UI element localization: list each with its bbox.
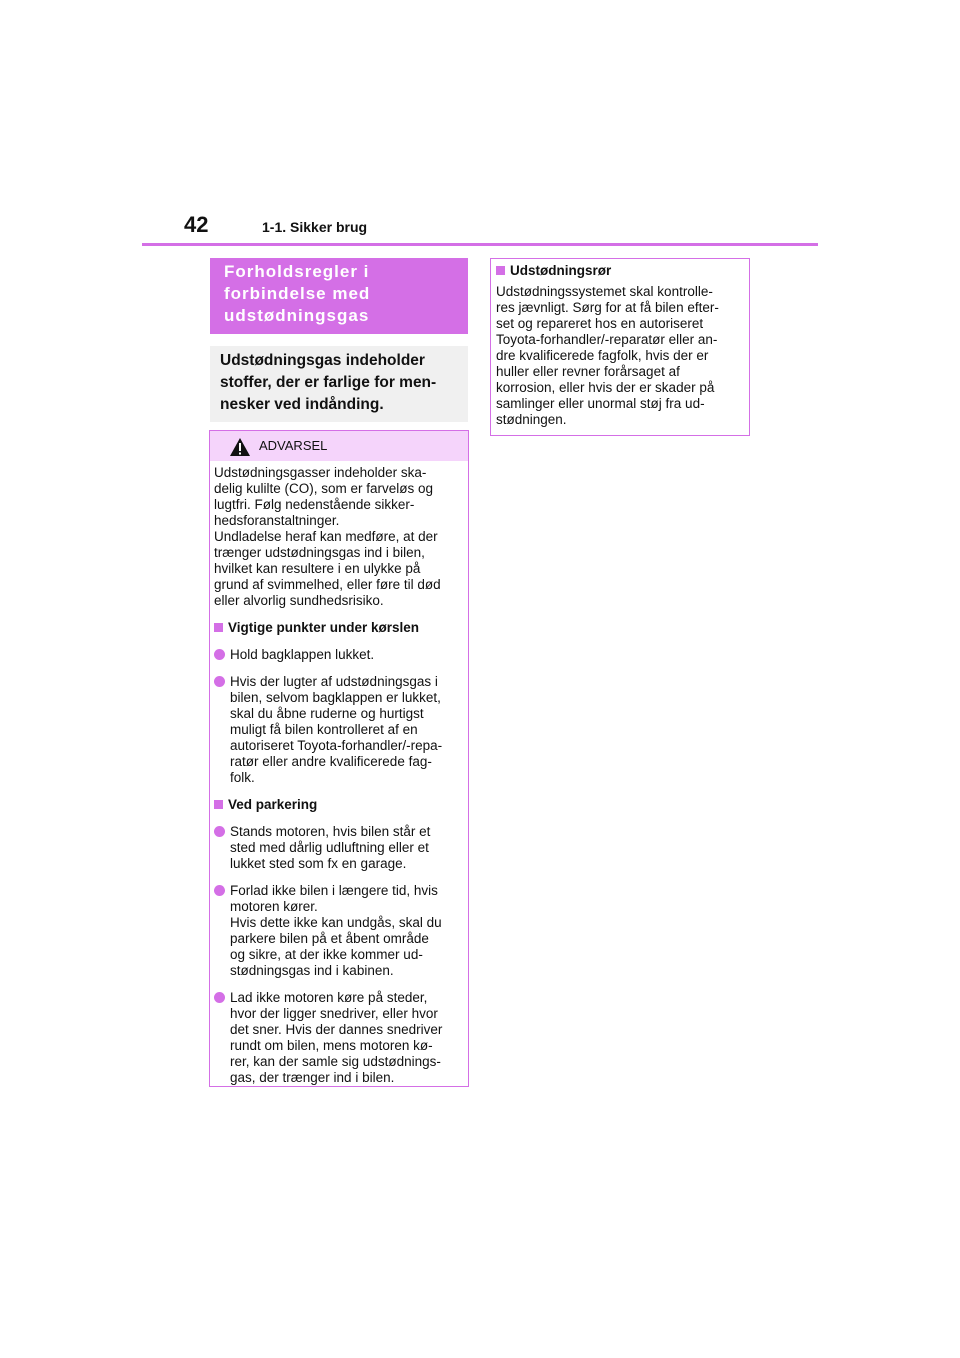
text-line: stødningsgas ind i kabinen.	[230, 963, 394, 978]
text-line: bilen, selvom bagklappen er lukket,	[230, 690, 441, 705]
text-line: hvilket kan resultere i en ulykke på	[214, 561, 421, 576]
text-line: sted med dårlig udluftning eller et	[230, 840, 429, 855]
text-line: muligt få bilen kontrolleret af en	[230, 722, 418, 737]
subheading-text: Ved parkering	[228, 797, 318, 812]
text-line: hedsforanstaltninger.	[214, 513, 340, 528]
title-line: forbindelse med	[224, 284, 371, 303]
exhaust-pipe-box	[490, 258, 750, 436]
intro-box	[210, 346, 468, 422]
exhaust-pipe-text	[496, 284, 744, 428]
list-item	[214, 647, 464, 663]
text-line: trænger udstødningsgas ind i bilen,	[214, 545, 425, 560]
text-line: dre kvalificerede fagfolk, hvis der er	[496, 348, 709, 363]
round-bullet-icon	[214, 649, 225, 660]
list-item	[214, 674, 464, 786]
text-line: delig kulilte (CO), som er farveløs og	[214, 481, 434, 496]
round-bullet-icon	[214, 676, 225, 687]
round-bullet-icon	[214, 992, 225, 1003]
text-line: Lad ikke motoren køre på steder,	[230, 990, 428, 1005]
text-line: set og repareret hos en autoriseret	[496, 316, 704, 331]
text-line: huller eller revner forårsaget af	[496, 364, 680, 379]
list-item	[214, 883, 464, 979]
warning-intro	[214, 465, 464, 609]
text-line: stødningen.	[496, 412, 567, 427]
text-line: parkere bilen på et åbent område	[230, 931, 429, 946]
warning-box	[209, 430, 469, 1087]
text-line: Toyota-forhandler/-reparatør eller an-	[496, 332, 718, 347]
text-line: korrosion, eller hvis der er skader på	[496, 380, 715, 395]
subheading-text: Vigtige punkter under kørslen	[228, 620, 420, 635]
text-line: lugtfri. Følg nedenstående sikker-	[214, 497, 415, 512]
text-line: og sikre, at der ikke kommer ud-	[230, 947, 423, 962]
text-line: Hvis der lugter af udstødningsgas i	[230, 674, 438, 689]
square-bullet-icon	[496, 266, 505, 275]
subheading	[214, 620, 464, 636]
page-number: 42	[184, 212, 209, 237]
warning-title: ADVARSEL	[259, 438, 328, 453]
text-line: Undladelse heraf kan medføre, at der	[214, 529, 438, 544]
list-item	[214, 824, 464, 872]
text-line: rer, kan der samle sig udstødnings-	[230, 1054, 441, 1069]
round-bullet-icon	[214, 826, 225, 837]
square-bullet-icon	[214, 623, 223, 632]
text-line: motoren kører.	[230, 899, 318, 914]
list-item	[214, 990, 464, 1086]
warning-triangle-icon	[229, 437, 251, 462]
text-line: skal du åbne ruderne og hurtigst	[230, 706, 424, 721]
header-rule	[142, 243, 818, 246]
title-line: udstødningsgas	[224, 306, 370, 325]
warning-content	[210, 461, 468, 1086]
intro-line: stoffer, der er farlige for men-	[220, 374, 437, 391]
subheading	[496, 263, 744, 279]
text-line: Udstødningsgasser indeholder ska-	[214, 465, 427, 480]
text-line: det sner. Hvis der dannes snedriver	[230, 1022, 443, 1037]
text-line: lukket sted som fx en garage.	[230, 856, 407, 871]
section-label: 1-1. Sikker brug	[262, 219, 368, 235]
subheading-text: Udstødningsrør	[510, 263, 612, 278]
text-line: rundt om bilen, mens motoren kø-	[230, 1038, 433, 1053]
text-line: hvor der ligger snedriver, eller hvor	[230, 1006, 438, 1021]
text-line: Hold bagklappen lukket.	[230, 647, 375, 662]
text-line: gas, der trænger ind i bilen.	[230, 1070, 395, 1085]
text-line: Stands motoren, hvis bilen står et	[230, 824, 431, 839]
text-line: eller alvorlig sundhedsrisiko.	[214, 593, 384, 608]
text-line: Hvis dette ikke kan undgås, skal du	[230, 915, 442, 930]
text-line: res jævnligt. Sørg for at få bilen efter-	[496, 300, 719, 315]
round-bullet-icon	[214, 885, 225, 896]
intro-line: nesker ved indånding.	[220, 396, 384, 413]
square-bullet-icon	[214, 800, 223, 809]
subheading	[214, 797, 464, 813]
text-line: grund af svimmelhed, eller føre til død	[214, 577, 441, 592]
section-title-box	[210, 258, 468, 334]
intro-line: Udstødningsgas indeholder	[220, 352, 425, 369]
title-line: Forholdsregler i	[224, 262, 370, 281]
text-line: samlinger eller unormal støj fra ud-	[496, 396, 705, 411]
text-line: Udstødningssystemet skal kontrolle-	[496, 284, 713, 299]
text-line: ratør eller andre kvalificerede fag-	[230, 754, 432, 769]
text-line: autoriseret Toyota-forhandler/-repa-	[230, 738, 443, 753]
warning-header	[210, 431, 468, 461]
text-line: Forlad ikke bilen i længere tid, hvis	[230, 883, 438, 898]
text-line: folk.	[230, 770, 255, 785]
